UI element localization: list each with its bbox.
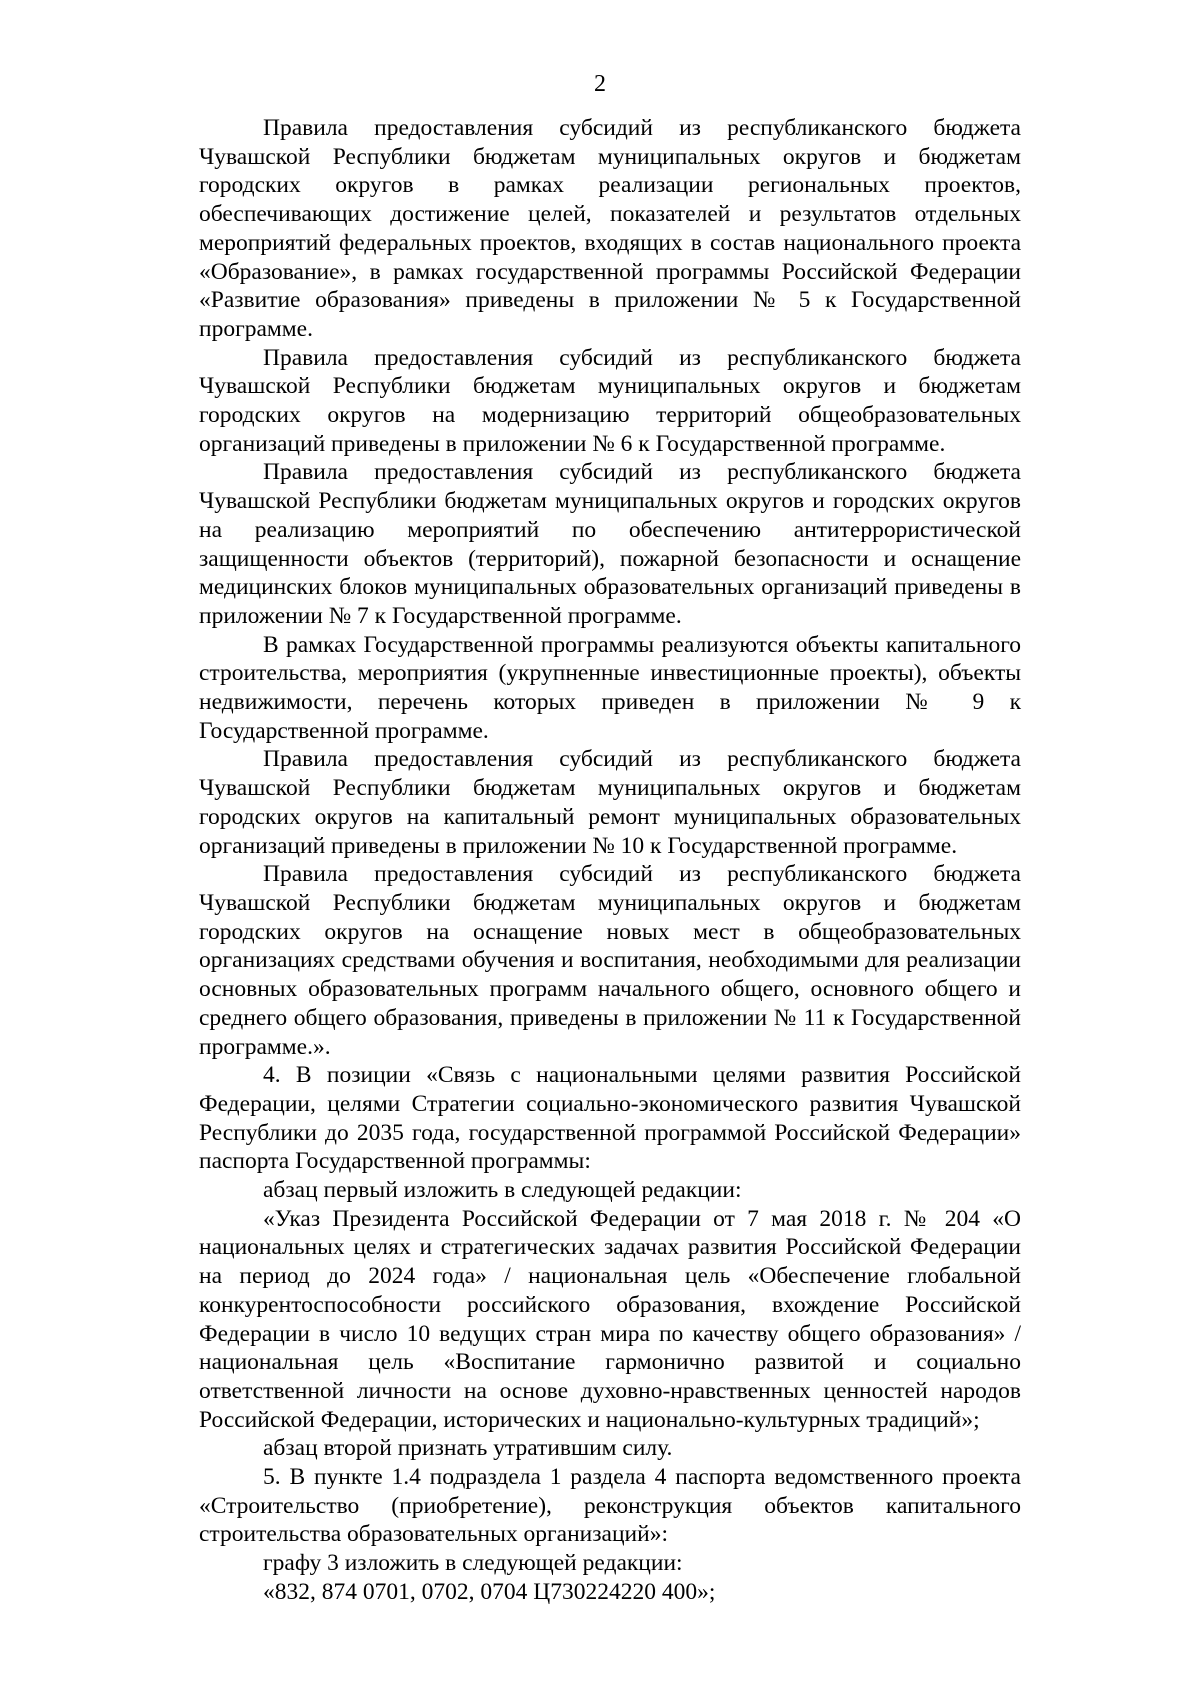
paragraph-column-3-instruction: графу 3 изложить в следующей редакции:: [263, 1550, 683, 1577]
paragraph-second-abzac-repealed: абзац второй признать утратившим силу.: [263, 1435, 673, 1462]
paragraph-budget-code-quote: «832, 874 0701, 0702, 0704 Ц730224220 400»;: [263, 1578, 716, 1605]
paragraph-presidential-decree-quote: «Указ Президента Российской Федерации от 7 мая 2018 г. № 204 «О национальных целях и стратегических задачах развития Российской Федерации на период до 2024 года» / национальная цель «Обеспечение глобальной конкурентоспособности российского образования, вхождение Российской Федерации в число 10 ведущих стран мира по качеству общего образования» / национальная цель «Воспитание гармонично развитой и социально ответственной личности на основе духовно-нравственных ценностей народов Российской Федерации, исторических и национально-культурных традиций»;: [199, 1205, 1021, 1433]
document-body: [199, 114, 1021, 1607]
page-number: 2: [594, 71, 606, 97]
paragraph-subsidy-rules-appendix-11: Правила предоставления субсидий из республиканского бюджета Чувашской Республики бюджетам муниципальных округов и бюджетам городских округов на оснащение новых мест в общеобразовательных организациях средствами обучения и воспитания, необходимыми для реализации основных образовательных программ начального общего, основного общего и среднего общего образования, приведены в приложении № 11 к Государственной программе.».: [199, 861, 1021, 1060]
paragraph-subsidy-rules-appendix-6: Правила предоставления субсидий из республиканского бюджета Чувашской Республики бюджетам муниципальных округов и бюджетам городских округов на модернизацию территорий общеобразовательных организаций приведены в приложении № 6 к Государственной программе.: [199, 344, 1021, 457]
paragraph-subsidy-rules-appendix-7: Правила предоставления субсидий из республиканского бюджета Чувашской Республики бюджетам муниципальных округов и городских округов на реализацию мероприятий по обеспечению антитеррористической защищенности объектов (территорий), пожарной безопасности и оснащение медицинских блоков муниципальных образовательных организаций приведены в приложении № 7 к Государственной программе.: [199, 459, 1021, 629]
paragraph-subsidy-rules-appendix-5: Правила предоставления субсидий из республиканского бюджета Чувашской Республики бюджетам муниципальных округов и бюджетам городских округов в рамках реализации региональных проектов, обеспечивающих достижение целей, показателей и результатов отдельных мероприятий федеральных проектов, входящих в состав национального проекта «Образование», в рамках государственной программы Российской Федерации «Развитие образования» приведены в приложении № 5 к Государственной программе.: [199, 115, 1021, 342]
paragraph-item-5: 5. В пункте 1.4 подраздела 1 раздела 4 паспорта ведомственного проекта «Строительство (приобретение), реконструкция объектов капитального строительства образовательных организаций»:: [199, 1464, 1021, 1548]
paragraph-subsidy-rules-appendix-10: Правила предоставления субсидий из республиканского бюджета Чувашской Республики бюджетам муниципальных округов и бюджетам городских округов на капитальный ремонт муниципальных образовательных организаций приведены в приложении № 10 к Государственной программе.: [199, 746, 1021, 859]
paragraph-capital-construction-appendix-9: В рамках Государственной программы реализуются объекты капитального строительства, мероприятия (укрупненные инвестиционные проекты), объекты недвижимости, перечень которых приведен в приложении № 9 к Государственной программе.: [199, 631, 1021, 744]
paragraph-first-abzac-instruction: абзац первый изложить в следующей редакции:: [263, 1177, 742, 1204]
paragraph-item-4: 4. В позиции «Связь с национальными целями развития Российской Федерации, целями Стратегии социально-экономического развития Чувашской Республики до 2035 года, государственной программой Российской Федерации» паспорта Государственной программы:: [199, 1062, 1021, 1175]
